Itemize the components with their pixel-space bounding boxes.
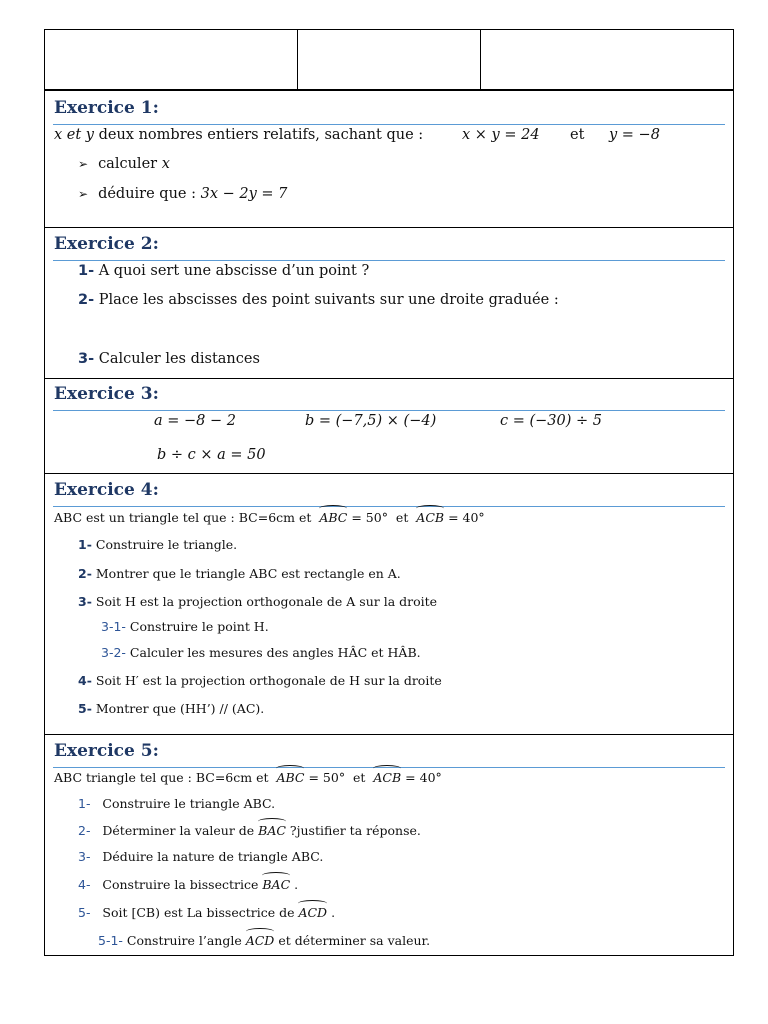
item-text: Soit H′ est la projection orthogonale de H sur la droite [95,673,442,688]
exercise-4-rule [53,506,725,507]
exercise-1-item-2 [78,186,287,202]
exercise-3-box [44,378,734,474]
exercise-5-item-1 [78,796,275,811]
intro-text: ABC triangle tel que : BC=6cm et [54,770,269,785]
header-table [44,29,734,90]
angle-abc-value: = 50° [351,510,388,525]
item-text-before: Soit [CB) est La bissectrice de [102,905,299,920]
exercise-4-box [44,473,734,735]
header-cell-2 [298,30,481,89]
exercise-2-item-2 [78,292,559,308]
item-math: x [161,156,170,172]
intro-vars: x et y [54,127,94,143]
item-text: déduire que : [98,186,201,202]
exercise-4-intro [54,510,485,525]
exercise-1-intro [54,127,423,143]
item-number: 5-1- [98,933,123,948]
exercise-1-item-1 [78,156,170,172]
item-number: 5- [78,701,92,716]
item-text-after: . [327,905,336,920]
exercise-4-item-3-1 [101,619,269,634]
angle-bac: BAC [262,877,291,892]
item-number: 1- [78,263,95,279]
angle-acd: ACD [298,905,328,920]
item-number: 4- [78,877,91,892]
equation-d: b ÷ c × a = 50 [157,447,266,463]
exercise-1-title: Exercice 1: [54,98,159,118]
exercise-2-title: Exercice 2: [54,234,159,254]
item-text: Construire le triangle ABC. [102,796,276,811]
exercise-4-item-2 [78,566,401,581]
item-text-before: Déterminer la valeur de [102,823,259,838]
item-text-after: et déterminer sa valeur. [274,933,431,948]
exercise-1-rule [53,124,725,125]
exercise-5-item-3 [78,849,323,864]
item-number: 3- [78,351,95,367]
angle-acb-value: = 40° [405,770,442,785]
exercise-4-title: Exercice 4: [54,480,159,500]
item-number: 4- [78,673,92,688]
item-number: 5- [78,905,91,920]
item-number: 2- [78,292,95,308]
exercise-5-intro [54,770,442,785]
exercise-4-item-4 [78,673,442,688]
item-number: 2- [78,566,92,581]
exercise-5-item-4 [78,877,298,892]
item-text: Montrer que (HH’) // (AC). [95,701,265,716]
item-text: Déduire la nature de triangle ABC. [102,849,324,864]
item-text: calculer [98,156,162,172]
item-text-after: ?justifier ta réponse. [285,823,421,838]
exercise-5-box [44,734,734,956]
angle-acb: ACB [416,510,445,525]
exercise-3-title: Exercice 3: [54,384,159,404]
intro-et: et [395,510,409,525]
item-text: Calculer les mesures des angles HÂC et HÂB. [129,645,421,660]
item-text-before: Construire la bissectrice [102,877,263,892]
header-cell-1 [45,30,298,89]
item-math: 3x − 2y = 7 [200,186,288,202]
angle-abc-value: = 50° [308,770,346,785]
item-text-after: . [290,877,299,892]
exercise-4-item-3-2 [101,645,421,660]
header-cell-3 [481,30,733,89]
equation-y: y = −8 [609,127,660,143]
item-text: Calculer les distances [98,351,260,367]
item-text-before: Construire l’angle [126,933,246,948]
item-number: 3- [78,849,91,864]
arrow-bullet-icon: ➢ [78,157,89,171]
exercise-5-item-5-1 [98,933,430,948]
item-number: 3- [78,594,92,609]
exercise-4-item-3 [78,594,437,609]
arrow-bullet-icon: ➢ [78,187,89,201]
angle-abc: ABC [276,770,305,785]
exercise-5-item-5 [78,905,335,920]
exercise-5-item-2 [78,823,421,838]
item-number: 3-2- [101,645,126,660]
item-text: Place les abscisses des point suivants sur une droite graduée : [98,292,559,308]
angle-abc: ABC [319,510,348,525]
exercise-2-item-3 [78,351,260,367]
equation-a: a = −8 − 2 [154,413,236,429]
equation-c: c = (−30) ÷ 5 [500,413,602,429]
exercise-1-box [44,90,734,228]
exercise-5-title: Exercice 5: [54,741,159,761]
exercise-4-item-5 [78,701,264,716]
item-number: 3-1- [101,619,126,634]
angle-acb-value: = 40° [448,510,485,525]
angle-acb: ACB [373,770,402,785]
item-text: Soit H est la projection orthogonale de A sur la droite [95,594,438,609]
equation-et: et [570,127,585,143]
equation-product: x × y = 24 [462,127,540,143]
intro-text: deux nombres entiers relatifs, sachant que : [98,127,424,143]
exercise-3-rule [53,410,725,411]
item-text: A quoi sert une abscisse d’un point ? [98,263,370,279]
intro-et: et [353,770,366,785]
angle-acd: ACD [245,933,275,948]
item-text: Construire le triangle. [95,537,238,552]
exercise-2-item-1 [78,263,369,279]
angle-bac: BAC [258,823,286,838]
item-text: Montrer que le triangle ABC est rectangle en A. [95,566,401,581]
equation-b: b = (−7,5) × (−4) [305,413,437,429]
item-number: 2- [78,823,91,838]
exercise-2-rule [53,260,725,261]
item-number: 1- [78,537,92,552]
item-text: Construire le point H. [129,619,269,634]
exercise-4-item-1 [78,537,237,552]
item-number: 1- [78,796,91,811]
exercise-2-box [44,227,734,379]
intro-text: ABC est un triangle tel que : BC=6cm et [54,510,312,525]
